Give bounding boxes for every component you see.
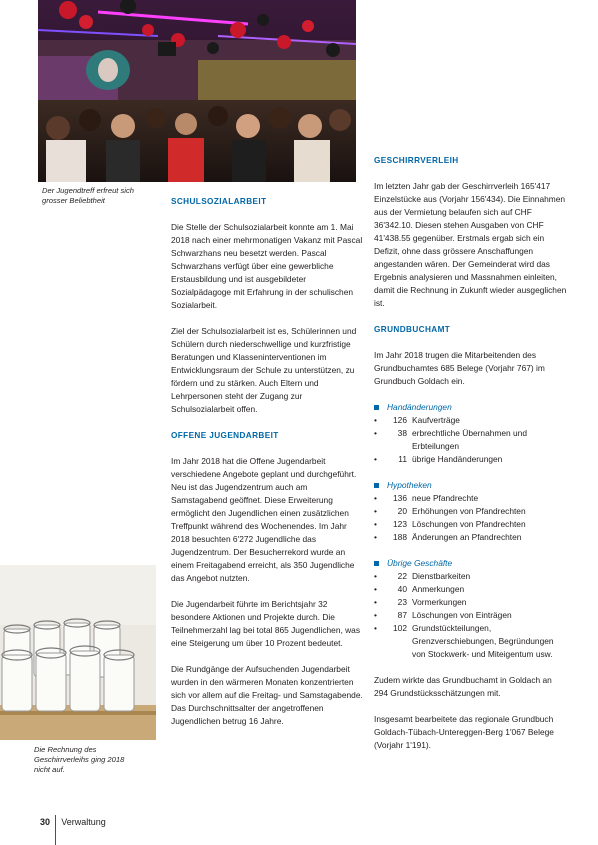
page-footer [40, 815, 106, 829]
list-item: • 188 Änderungen an Pfandrechten [374, 532, 522, 542]
schulsozialarbeit-heading: SCHULSOZIALARBEIT [171, 197, 267, 206]
geschirrverleih-paragraph: Im letzten Jahr gab der Geschirrverleih 165'417 Einzelstücke aus (Vorjahr 156'434). Die Einnahmen aus der Vermietung belaufen sich auf CHF 36'342.10. Diesen stehen Ausgaben von CHF 41'438.55 gegenüber. Erstmals ergab sich ein Defizit, ohne dass grössere Anschaffungen angestanden wären. Der Gemeinderat wird das Ergebnis analysieren und Massnahmen einleiten, damit die Rechnung in Zukunft wieder ausgeglichen ist. [374, 181, 567, 308]
grundbuchamt-intro: Im Jahr 2018 trugen die Mitarbeitenden des Grundbuchamtes 685 Belege (Vorjahr 767) im Grundbuch Goldach ein. [374, 350, 545, 386]
list-item: • 126 Kaufverträge [374, 415, 460, 425]
page-number: 30 [40, 817, 51, 827]
square-bullet-icon [374, 483, 379, 488]
grundbuchamt-heading: GRUNDBUCHAMT [374, 325, 451, 334]
footer-divider [55, 815, 56, 845]
party-photo [38, 0, 356, 182]
party-caption: Der Jugendtreff erfreut sich grosser Beliebtheit [42, 186, 135, 205]
hypotheken-group [374, 479, 568, 544]
list-item: • 123 Löschungen von Pfandrechten [374, 519, 526, 529]
handaenderungen-group [374, 401, 568, 466]
uebrige-geschaefte-subheading: Übrige Geschäfte [374, 557, 568, 570]
list-item: • 23 Vormerkungen [374, 597, 467, 607]
list-item: • 38 erbrechtliche Übernahmen und Erbteilungen [374, 428, 527, 451]
schulsozialarbeit-paragraph-2: Ziel der Schulsozialarbeit ist es, Schülerinnen und Schülern durch niederschwellige und kurzfristige Beratungen und Klasseninterventionen im Entwicklungsraum der Schule zu unterstützen, zu fördern und zu stärken. Auch Eltern und Lehrpersonen steht der Zugang zur Schulsozialarbeit offen. [171, 326, 357, 414]
list-item: • 136 neue Pfandrechte [374, 493, 479, 503]
jugendarbeit-paragraph-2: Die Jugendarbeit führte im Berichtsjahr 32 besondere Aktionen und Projekte durch. Die Teilnehmerzahl lag bei total 865 Jugendlichen, was eine Steigerung um über 10 Prozent bedeutet. [171, 599, 361, 648]
handaenderungen-subheading: Handänderungen [374, 401, 568, 414]
list-item: • 102 Grundstückteilungen, Grenzverschiebungen, Begründungen von Stockwerk- und Miteigentum usw. [374, 623, 554, 659]
grundbuchamt-paragraph-3: Insgesamt bearbeitete das regionale Grundbuch Goldach-Tübach-Untereggen-Berg 1'067 Belege (Vorjahr 1'191). [374, 714, 554, 750]
jugendarbeit-paragraph-1: Im Jahr 2018 hat die Offene Jugendarbeit verschiedene Angebote geplant und durchgeführt. Neu ist das Jugendzentrum auch am Samstagabend geöffnet. Diese Erweiterung ermöglicht den Jugendlichen einen zusätzlichen Treffpunkt während des Wochenendes. Im Jahr 2018 besuchten 6'272 Jugendliche das Jugendzentrum. Der Besucherrekord wurde an einem Freitagabend erreicht, als 350 Jugendliche das Angebot nutzten. [171, 456, 357, 583]
list-item: • 87 Löschungen von Einträgen [374, 610, 512, 620]
square-bullet-icon [374, 405, 379, 410]
jugendarbeit-paragraph-3: Die Rundgänge der Aufsuchenden Jugendarbeit wurden in den wärmeren Monaten konzentrierten sich vor allem auf die Freitag- und Samstagabende. Das Durchschnittsalter der angetroffenen Jugendlichen betrug 16 Jahre. [171, 664, 363, 726]
footer-section: Verwaltung [61, 817, 106, 827]
list-item: • 40 Anmerkungen [374, 584, 465, 594]
jugendarbeit-heading: OFFENE JUGENDARBEIT [171, 431, 279, 440]
schulsozialarbeit-paragraph-1: Die Stelle der Schulsozialarbeit konnte am 1. Mai 2018 nach einer mehrmonatigen Vakanz mit Pascal Schwarzhans neu besetzt werden. Pascal Schwarzhans verfügt über eine gewerbliche Erstausbildung und ist ausgebildeter Sozialpädagoge mit Erfahrung in der schulischen Sozialarbeit. [171, 222, 363, 310]
geschirrverleih-heading: GESCHIRRVERLEIH [374, 156, 459, 165]
hypotheken-subheading: Hypotheken [374, 479, 568, 492]
uebrige-geschaefte-group [374, 557, 568, 661]
right-column [374, 154, 568, 765]
list-item: • 11 übrige Handänderungen [374, 454, 503, 464]
list-item: • 20 Erhöhungen von Pfandrechten [374, 506, 526, 516]
middle-column [171, 195, 365, 741]
grundbuchamt-paragraph-2: Zudem wirkte das Grundbuchamt in Goldach an 294 Grundstücksschätzungen mit. [374, 675, 552, 698]
square-bullet-icon [374, 561, 379, 566]
dishes-photo [0, 565, 156, 740]
list-item: • 22 Dienstbarkeiten [374, 571, 471, 581]
dishes-caption: Die Rechnung des Geschirrverleihs ging 2018 nicht auf. [34, 745, 125, 774]
